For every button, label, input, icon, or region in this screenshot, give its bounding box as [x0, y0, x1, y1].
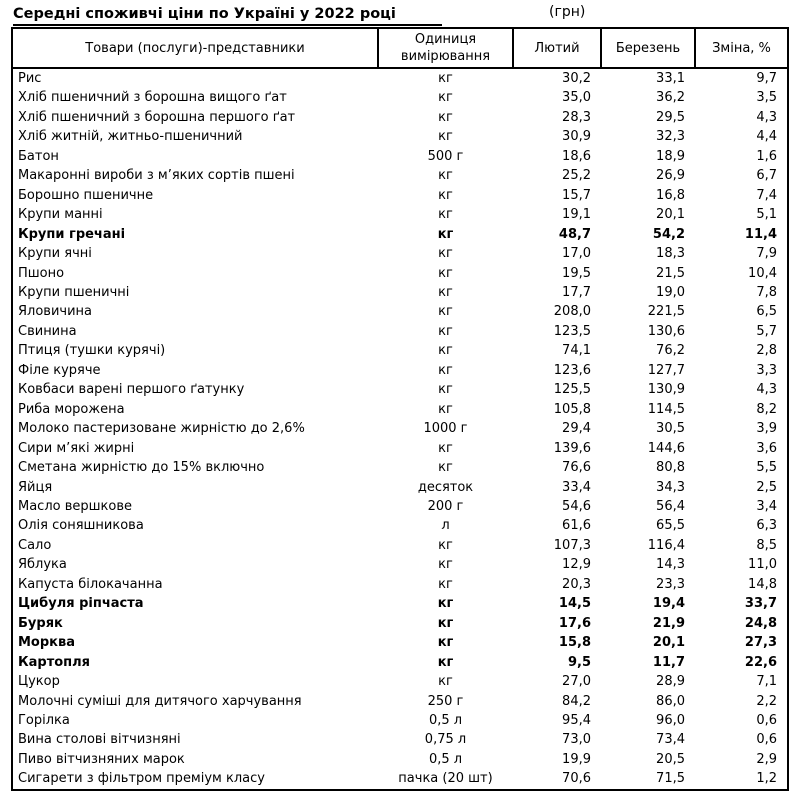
march-price-cell: 71,5: [656, 771, 685, 787]
february-price-cell: 105,8: [553, 401, 591, 417]
february-price-cell: 17,0: [562, 246, 591, 262]
product-name-cell: Макаронні вироби з м’яких сортів пшені: [18, 168, 295, 184]
product-name-cell: Морква: [18, 635, 75, 651]
unit-cell: кг: [438, 537, 453, 553]
change-percent-cell: 3,4: [756, 498, 777, 514]
march-price-cell: 86,0: [656, 693, 685, 709]
table-row: [12, 88, 788, 107]
product-name-cell: Цукор: [18, 674, 60, 690]
unit-cell: кг: [438, 323, 453, 339]
march-price-cell: 19,0: [656, 284, 685, 300]
change-percent-cell: 7,1: [756, 674, 777, 690]
february-price-cell: 123,5: [553, 323, 591, 339]
change-percent-cell: 9,7: [756, 71, 777, 86]
unit-cell: 500 г: [427, 148, 464, 164]
march-price-cell: 73,4: [656, 732, 685, 748]
march-price-cell: 76,2: [656, 343, 685, 359]
unit-cell: кг: [437, 615, 454, 631]
march-price-cell: 28,9: [656, 674, 685, 690]
table-row: [12, 614, 788, 633]
march-price-cell: 21,5: [656, 265, 685, 281]
february-price-cell: 27,0: [562, 674, 591, 690]
product-name-cell: Крупи пшеничні: [18, 284, 130, 300]
change-percent-cell: 2,9: [756, 751, 777, 767]
table-row: [12, 478, 788, 497]
unit-cell: кг: [438, 109, 453, 125]
march-price-cell: 130,9: [647, 382, 685, 398]
product-name-cell: Молочні суміші для дитячого харчування: [18, 693, 302, 709]
unit-cell: л: [441, 518, 450, 534]
table-row: [12, 458, 788, 477]
table-row: [12, 730, 788, 749]
table-row: [12, 264, 788, 283]
unit-cell: 200 г: [427, 498, 464, 514]
unit-cell: кг: [438, 674, 453, 690]
march-price-cell: 16,8: [656, 187, 685, 203]
february-price-cell: 48,7: [558, 226, 591, 242]
table-row: [12, 68, 788, 88]
consumer-prices-table: [11, 27, 789, 791]
product-name-cell: Борошно пшеничне: [18, 187, 154, 203]
february-price-cell: 15,7: [562, 187, 591, 203]
unit-cell: кг: [438, 90, 453, 106]
february-price-cell: 123,6: [553, 362, 591, 378]
february-price-cell: 17,6: [558, 615, 591, 631]
product-name-cell: Ковбаси варені першого ґатунку: [18, 382, 245, 398]
table-row: [12, 711, 788, 730]
march-price-cell: 221,5: [647, 304, 685, 320]
header-march-column: Березень: [601, 28, 695, 68]
table-header: [12, 28, 788, 68]
february-price-cell: 28,3: [562, 109, 591, 125]
table-row: [12, 361, 788, 380]
unit-cell: кг: [438, 304, 453, 320]
unit-cell: кг: [438, 343, 453, 359]
february-price-cell: 61,6: [562, 518, 591, 534]
product-name-cell: Хліб пшеничний з борошна вищого ґат: [18, 90, 287, 106]
change-percent-cell: 11,0: [748, 557, 777, 573]
february-price-cell: 18,6: [562, 148, 591, 164]
unit-cell: кг: [438, 576, 453, 592]
change-percent-cell: 3,6: [756, 440, 777, 456]
february-price-cell: 107,3: [553, 537, 591, 553]
february-price-cell: 54,6: [562, 498, 591, 514]
product-name-cell: Рис: [18, 71, 42, 86]
change-percent-cell: 5,5: [756, 460, 777, 476]
table-row: [12, 555, 788, 574]
february-price-cell: 125,5: [553, 382, 591, 398]
february-price-cell: 95,4: [562, 712, 591, 728]
march-price-cell: 20,1: [656, 207, 685, 223]
unit-cell: кг: [437, 596, 454, 612]
product-name-cell: Буряк: [18, 615, 63, 631]
change-percent-cell: 22,6: [744, 654, 777, 670]
table-row: [12, 166, 788, 185]
table-row: [12, 497, 788, 516]
unit-cell: кг: [438, 460, 453, 476]
march-price-cell: 20,1: [652, 635, 685, 651]
change-percent-cell: 2,2: [756, 693, 777, 709]
header-unit-column: Одиниця вимірювання: [378, 28, 513, 68]
title-row: [0, 0, 800, 27]
march-price-cell: 80,8: [656, 460, 685, 476]
march-price-cell: 20,5: [656, 751, 685, 767]
change-percent-cell: 1,2: [756, 771, 777, 787]
product-name-cell: Хліб пшеничний з борошна першого ґат: [18, 109, 296, 125]
product-name-cell: Хліб житній, житньо-пшеничний: [18, 129, 243, 145]
product-name-cell: Птиця (тушки курячі): [18, 343, 166, 359]
february-price-cell: 35,0: [562, 90, 591, 106]
february-price-cell: 15,8: [558, 635, 591, 651]
table-row: [12, 633, 788, 652]
table-row: [12, 516, 788, 535]
march-price-cell: 19,4: [652, 596, 685, 612]
change-percent-cell: 5,1: [756, 207, 777, 223]
product-name-cell: Сало: [18, 537, 52, 553]
table-header-row: [12, 28, 788, 68]
unit-cell: кг: [438, 187, 453, 203]
unit-cell: 0,5 л: [428, 751, 463, 767]
product-name-cell: Вина столові вітчизняні: [18, 732, 181, 748]
march-price-cell: 26,9: [656, 168, 685, 184]
march-price-cell: 144,6: [647, 440, 685, 456]
product-name-cell: Цибуля ріпчаста: [18, 596, 144, 612]
march-price-cell: 127,7: [647, 362, 685, 378]
change-percent-cell: 1,6: [756, 148, 777, 164]
table-row: [12, 439, 788, 458]
change-percent-cell: 0,6: [756, 732, 777, 748]
change-percent-cell: 27,3: [744, 635, 777, 651]
february-price-cell: 30,2: [562, 71, 591, 86]
unit-cell: пачка (20 шт): [398, 771, 493, 787]
product-name-cell: Пиво вітчизняних марок: [18, 751, 185, 767]
header-change-column: Зміна, %: [695, 28, 788, 68]
header-product-column: Товари (послуги)-представники: [12, 28, 378, 68]
unit-cell: кг: [437, 654, 454, 670]
february-price-cell: 19,5: [562, 265, 591, 281]
march-price-cell: 29,5: [656, 109, 685, 125]
table-row: [12, 244, 788, 263]
product-name-cell: Картопля: [18, 654, 91, 670]
february-price-cell: 208,0: [553, 304, 591, 320]
march-price-cell: 23,3: [656, 576, 685, 592]
table-row: [12, 127, 788, 146]
unit-cell: кг: [438, 168, 453, 184]
product-name-cell: Сметана жирністю до 15% включно: [18, 460, 265, 476]
table-row: [12, 594, 788, 613]
unit-cell: 1000 г: [423, 421, 468, 437]
product-name-cell: Риба морожена: [18, 401, 125, 417]
unit-cell: кг: [438, 401, 453, 417]
product-name-cell: Яблука: [18, 557, 67, 573]
table-row: [12, 322, 788, 341]
february-price-cell: 19,1: [562, 207, 591, 223]
february-price-cell: 19,9: [562, 751, 591, 767]
product-name-cell: Свинина: [18, 323, 77, 339]
table-row: [12, 205, 788, 224]
product-name-cell: Крупи гречані: [18, 226, 126, 242]
change-percent-cell: 6,7: [756, 168, 777, 184]
change-percent-cell: 2,8: [756, 343, 777, 359]
table-row: [12, 302, 788, 321]
march-price-cell: 21,9: [652, 615, 685, 631]
february-price-cell: 73,0: [562, 732, 591, 748]
table-row: [12, 769, 788, 789]
table-row: [12, 147, 788, 166]
february-price-cell: 17,7: [562, 284, 591, 300]
unit-cell: десяток: [417, 479, 474, 495]
table-row: [12, 419, 788, 438]
product-name-cell: Сигарети з фільтром преміум класу: [18, 771, 265, 787]
table-row: [12, 575, 788, 594]
march-price-cell: 130,6: [647, 323, 685, 339]
unit-cell: кг: [438, 284, 453, 300]
unit-cell: кг: [438, 440, 453, 456]
table-row: [12, 283, 788, 302]
march-price-cell: 14,3: [656, 557, 685, 573]
february-price-cell: 20,3: [562, 576, 591, 592]
product-name-cell: Олія соняшникова: [18, 518, 144, 534]
change-percent-cell: 8,2: [756, 401, 777, 417]
page-title: Середні споживчі ціни по Україні у 2022 році: [13, 5, 442, 26]
march-price-cell: 30,5: [656, 421, 685, 437]
unit-cell: кг: [438, 382, 453, 398]
price-table-body: [12, 68, 788, 790]
change-percent-cell: 4,4: [756, 129, 777, 145]
change-percent-cell: 2,5: [756, 479, 777, 495]
unit-cell: 0,5 л: [428, 712, 463, 728]
february-price-cell: 12,9: [562, 557, 591, 573]
change-percent-cell: 4,3: [756, 382, 777, 398]
product-name-cell: Молоко пастеризоване жирністю до 2,6%: [18, 421, 305, 437]
table-row: [12, 653, 788, 672]
table-row: [12, 108, 788, 127]
unit-cell: кг: [437, 635, 454, 651]
unit-cell: кг: [438, 246, 453, 262]
march-price-cell: 11,7: [652, 654, 685, 670]
product-name-cell: Капуста білокачанна: [18, 576, 163, 592]
february-price-cell: 70,6: [562, 771, 591, 787]
unit-cell: кг: [438, 207, 453, 223]
table-row: [12, 750, 788, 769]
change-percent-cell: 7,4: [756, 187, 777, 203]
february-price-cell: 9,5: [567, 654, 591, 670]
table-row: [12, 672, 788, 691]
change-percent-cell: 7,9: [756, 246, 777, 262]
product-name-cell: Пшоно: [18, 265, 65, 281]
currency-unit-label: (грн): [549, 4, 586, 20]
table-row: [12, 341, 788, 360]
march-price-cell: 34,3: [656, 479, 685, 495]
change-percent-cell: 10,4: [748, 265, 777, 281]
change-percent-cell: 8,5: [756, 537, 777, 553]
change-percent-cell: 24,8: [744, 615, 777, 631]
change-percent-cell: 11,4: [744, 226, 777, 242]
table-row: [12, 380, 788, 399]
unit-cell: кг: [438, 129, 453, 145]
february-price-cell: 14,5: [558, 596, 591, 612]
product-name-cell: Масло вершкове: [18, 498, 132, 514]
change-percent-cell: 3,5: [756, 90, 777, 106]
change-percent-cell: 3,9: [756, 421, 777, 437]
product-name-cell: Крупи ячні: [18, 246, 92, 262]
february-price-cell: 84,2: [562, 693, 591, 709]
unit-cell: кг: [438, 557, 453, 573]
march-price-cell: 56,4: [656, 498, 685, 514]
change-percent-cell: 6,3: [756, 518, 777, 534]
product-name-cell: Яловичина: [18, 304, 93, 320]
unit-cell: 250 г: [427, 693, 464, 709]
table-row: [12, 186, 788, 205]
march-price-cell: 65,5: [656, 518, 685, 534]
unit-cell: кг: [438, 362, 453, 378]
march-price-cell: 18,9: [656, 148, 685, 164]
february-price-cell: 33,4: [562, 479, 591, 495]
february-price-cell: 139,6: [553, 440, 591, 456]
change-percent-cell: 6,5: [756, 304, 777, 320]
february-price-cell: 29,4: [562, 421, 591, 437]
change-percent-cell: 7,8: [756, 284, 777, 300]
february-price-cell: 25,2: [562, 168, 591, 184]
change-percent-cell: 14,8: [748, 576, 777, 592]
product-name-cell: Батон: [18, 148, 59, 164]
march-price-cell: 32,3: [656, 129, 685, 145]
february-price-cell: 74,1: [562, 343, 591, 359]
march-price-cell: 96,0: [656, 712, 685, 728]
march-price-cell: 54,2: [652, 226, 685, 242]
change-percent-cell: 0,6: [756, 712, 777, 728]
product-name-cell: Філе куряче: [18, 362, 101, 378]
change-percent-cell: 3,3: [756, 362, 777, 378]
unit-cell: кг: [438, 265, 453, 281]
table-row: [12, 692, 788, 711]
march-price-cell: 114,5: [647, 401, 685, 417]
product-name-cell: Крупи манні: [18, 207, 103, 223]
march-price-cell: 116,4: [647, 537, 685, 553]
february-price-cell: 30,9: [562, 129, 591, 145]
march-price-cell: 36,2: [656, 90, 685, 106]
header-february-column: Лютий: [513, 28, 601, 68]
table-row: [12, 536, 788, 555]
march-price-cell: 33,1: [656, 71, 685, 86]
march-price-cell: 18,3: [656, 246, 685, 262]
product-name-cell: Яйця: [18, 479, 53, 495]
table-row: [12, 400, 788, 419]
product-name-cell: Горілка: [18, 712, 70, 728]
table-row: [12, 225, 788, 244]
unit-cell: кг: [438, 71, 453, 86]
product-name-cell: Сири м’які жирні: [18, 440, 135, 456]
change-percent-cell: 4,3: [756, 109, 777, 125]
unit-cell: 0,75 л: [424, 732, 467, 748]
change-percent-cell: 5,7: [756, 323, 777, 339]
change-percent-cell: 33,7: [744, 596, 777, 612]
unit-cell: кг: [437, 226, 454, 242]
february-price-cell: 76,6: [562, 460, 591, 476]
